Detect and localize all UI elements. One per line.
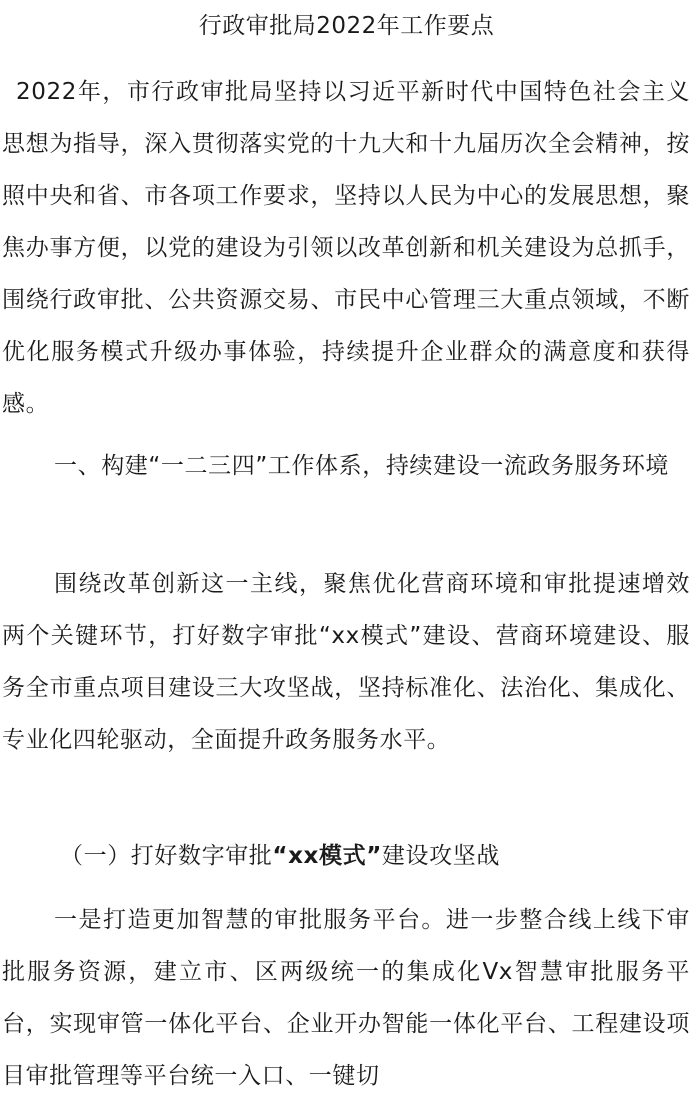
document-title: 行政审批局2022年工作要点 <box>198 13 495 39</box>
subsection-heading-emphasis: “xx模式” <box>272 843 382 869</box>
section-1-paragraph: 围绕改革创新这一主线，聚焦优化营商环境和审批提速增效两个关键环节，打好数字审批“xx模式”建设、营商环境建设、服务全市重点项目建设三大攻坚战，坚持标准化、法治化、集成化、专业化四轮驱动，全面提升政务服务水平。 <box>2 571 690 753</box>
section-heading-1: 一、构建“一二三四”工作体系，持续建设一流政务服务环境 <box>54 453 670 479</box>
subsection-1-paragraph: 一是打造更加智慧的审批服务平台。进一步整合线上线下审批服务资源，建立市、区两级统一的集成化Vx智慧审批服务平台，实现审管一体化平台、企业开办智能一体化平台、工程建设项目审批管理等平台统一入口、一键切 <box>2 907 690 1089</box>
subsection-heading-prefix: （一）打好数字审批 <box>60 843 273 869</box>
subsection-heading-1 <box>2 830 690 882</box>
intro-paragraph: 2022年，市行政审批局坚持以习近平新时代中国特色社会主义思想为指导，深入贯彻落实党的十九大和十九届历次全会精神，按照中央和省、市各项工作要求，坚持以人民为中心的发展思想，聚焦办事方便，以党的建设为引领以改革创新和机关建设为总抓手，围绕行政审批、公共资源交易、市民中心管理三大重点领域，不断优化服务模式升级办事体验，持续提升企业群众的满意度和获得感。 <box>2 79 690 417</box>
subsection-heading-suffix: 建设攻坚战 <box>381 843 500 869</box>
